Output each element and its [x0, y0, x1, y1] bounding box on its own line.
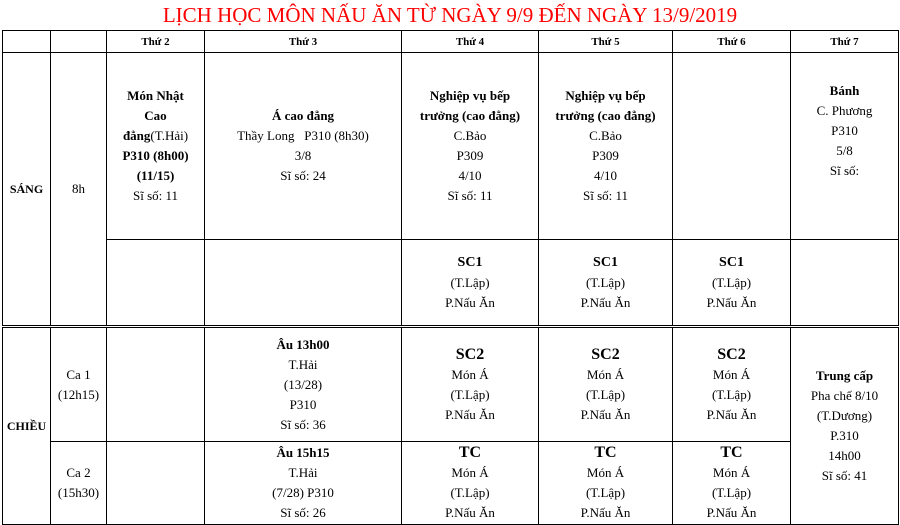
class-cell-sc2: SC2 Món Á (T.Lập) P.Nấu Ăn [402, 327, 539, 442]
day-header: Thứ 7 [791, 31, 899, 53]
day-header: Thứ 6 [673, 31, 791, 53]
empty-cell [107, 327, 205, 442]
schedule-table [2, 30, 899, 525]
class-cell-tue-1: Âu 13h00 T.Hải (13/28) P310 Sĩ số: 36 [205, 327, 402, 442]
empty-cell [791, 240, 899, 327]
day-header: Thứ 5 [539, 31, 673, 53]
class-cell-sc1: SC1 (T.Lập) P.Nấu Ăn [673, 240, 791, 327]
day-header: Thứ 3 [205, 31, 402, 53]
class-cell-sat-afternoon: Trung cấp Pha chế 8/10 (T.Dương) P.310 14h00 Sĩ số: 41 [791, 327, 899, 525]
class-cell-sc2: SC2 Món Á (T.Lập) P.Nấu Ăn [673, 327, 791, 442]
class-cell-sc1: SC1 (T.Lập) P.Nấu Ăn [539, 240, 673, 327]
class-cell-sat: Bánh C. Phương P310 5/8 Sĩ số: [791, 53, 899, 240]
class-cell-tue-2: Âu 15h15 T.Hải (7/28) P310 Sĩ số: 26 [205, 442, 402, 525]
time-8h: 8h [51, 53, 107, 327]
empty-cell [107, 442, 205, 525]
header-row [3, 31, 899, 53]
class-cell-sc2: SC2 Món Á (T.Lập) P.Nấu Ăn [539, 327, 673, 442]
shift-ca-1: Ca 1 (12h15) [51, 327, 107, 442]
class-cell-thu: Nghiệp vụ bếp trưởng (cao đẳng) C.Bảo P309 4/10 Sĩ số: 11 [539, 53, 673, 240]
empty-cell [107, 240, 205, 327]
empty-cell [673, 53, 791, 240]
afternoon-row-1 [3, 327, 899, 442]
time-header-cell [51, 31, 107, 53]
shift-ca-2: Ca 2 (15h30) [51, 442, 107, 525]
page-title: LỊCH HỌC MÔN NẤU ĂN TỪ NGÀY 9/9 ĐẾN NGÀY 13/9/2019 [162, 3, 738, 27]
empty-cell [205, 240, 402, 327]
class-cell-sc1: SC1 (T.Lập) P.Nấu Ăn [402, 240, 539, 327]
session-label-chieu: CHIỀU [3, 327, 51, 525]
day-header: Thứ 4 [402, 31, 539, 53]
session-label-sang: SÁNG [3, 53, 51, 327]
class-cell-tc: TC Món Á (T.Lập) P.Nấu Ăn [673, 442, 791, 525]
class-cell-wed: Nghiệp vụ bếp trưởng (cao đẳng) C.Bảo P309 4/10 Sĩ số: 11 [402, 53, 539, 240]
afternoon-row-2 [3, 442, 899, 525]
morning-row-2 [3, 240, 899, 327]
morning-row-1 [3, 53, 899, 240]
class-cell-tc: TC Món Á (T.Lập) P.Nấu Ăn [402, 442, 539, 525]
class-cell-tue: Á cao đẳng Thầy Long P310 (8h30) 3/8 Sĩ số: 24 [205, 53, 402, 240]
day-header: Thứ 2 [107, 31, 205, 53]
class-cell-mon: Món Nhật Cao đẳng(T.Hải) P310 (8h00) (11/15) Sĩ số: 11 [107, 53, 205, 240]
class-cell-tc: TC Món Á (T.Lập) P.Nấu Ăn [539, 442, 673, 525]
corner-cell [3, 31, 51, 53]
